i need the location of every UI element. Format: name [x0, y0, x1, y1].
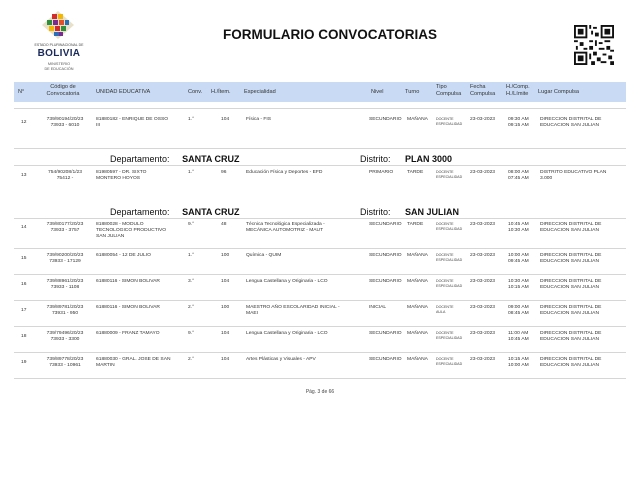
row-separator: [14, 274, 626, 275]
ministry-logo: [30, 10, 88, 78]
cell-hora-line: 09:45 AM: [508, 259, 529, 264]
cell-lugar: [540, 357, 630, 369]
cell-hora-line: 08:00 AM: [508, 170, 529, 175]
cell-turno: MAÑANA: [407, 331, 428, 336]
cell-codigo-line: 73933 - 10961: [49, 363, 81, 368]
cell-esp-line: Lengua Castellana y Originaria - LCO: [246, 279, 328, 284]
cell-nivel: SECUNDARIO: [369, 117, 402, 122]
cell-esp-line: Química - QUIM: [246, 253, 282, 258]
cell-hora: [508, 305, 538, 317]
cell-codigo-line: 73933 - 17129: [49, 259, 81, 264]
cell-lugar-line: EDUCACION SAN JULIAN: [540, 123, 599, 128]
table-header: [14, 82, 626, 102]
cell-esp-line: MAESTRO AÑO ESCOLARIDAD INICIAL -: [246, 305, 340, 310]
cell-h: 96: [221, 170, 227, 175]
cell-conv: 2.°: [188, 305, 195, 310]
col-hitem: H./Ítem.: [211, 89, 231, 95]
cell-lugar: [540, 305, 630, 317]
cell-conv: 1.°: [188, 170, 195, 175]
row-separator: [14, 378, 626, 379]
departamento-label: Departamento:: [110, 207, 170, 217]
cell-tipo-line: DOCENTE: [436, 331, 454, 335]
cell-lugar-line: DIRECCION DISTRITAL DE: [540, 253, 602, 258]
col-nivel: Nivel: [371, 89, 384, 95]
cell-tipo-line: ESPECIALIDAD: [436, 227, 463, 231]
row-separator: [14, 300, 626, 301]
cell-codigo: [45, 279, 85, 291]
cell-lugar-line: DISTRITO EDUCATIVO PLAN: [540, 170, 607, 175]
cell-tipo-line: ESPECIALIDAD: [436, 336, 463, 340]
cell-lugar: [540, 117, 630, 129]
row-separator: [14, 248, 626, 249]
distrito-label: Distrito:: [360, 154, 391, 164]
cell-nivel: INICIAL: [369, 305, 387, 310]
cell-conv: 9.°: [188, 222, 195, 227]
cell-conv: 3.°: [188, 279, 195, 284]
cell-codigo-line: 75412 -: [56, 176, 74, 181]
cell-tipo-line: DOCENTE: [436, 305, 454, 309]
cell-h: 104: [221, 331, 230, 336]
cell-hora: [508, 253, 538, 265]
cell-tipo: [436, 357, 466, 367]
row-separator: [14, 218, 626, 219]
cell-tipo: [436, 253, 466, 263]
cell-fecha: 23-03-2023: [470, 331, 496, 336]
cell-hora-line: 10:45 AM: [508, 222, 529, 227]
cell-unidad-line: III: [96, 123, 101, 128]
cell-fecha: 23-03-2023: [470, 222, 496, 227]
cell-h: 100: [221, 305, 230, 310]
cell-esp: [246, 222, 364, 234]
cell-fecha: 23-03-2023: [470, 279, 496, 284]
cell-lugar-line: DIRECCION DISTRITAL DE: [540, 117, 602, 122]
cell-lugar: [540, 170, 630, 182]
cell-unidad-line: 61880116 - SIMON BOLIVAR: [96, 305, 160, 310]
cell-codigo: [45, 305, 85, 317]
cell-codigo: [45, 170, 85, 182]
cell-codigo: [45, 331, 85, 343]
cell-codigo-line: 739/89781/20/23: [46, 305, 84, 310]
logo-ministry-line-2: DE EDUCACIÓN: [44, 66, 74, 71]
cell-turno: TARDE: [407, 222, 424, 227]
cell-codigo-line: 739/79496/20/23: [46, 331, 84, 336]
col-codigo-line-1: Código de: [50, 84, 76, 90]
cell-n: 15: [21, 256, 27, 261]
cell-esp-line: Educación Física y Deportes - EFD: [246, 170, 323, 175]
row-separator: [14, 108, 626, 109]
cell-unidad-line: MARTIN: [96, 363, 115, 368]
cell-tipo: [436, 279, 466, 289]
cell-lugar-line: EDUCACION SAN JULIAN: [540, 228, 599, 233]
row-separator: [14, 148, 626, 149]
cell-lugar-line: DIRECCION DISTRITAL DE: [540, 222, 602, 227]
cell-turno: MAÑANA: [407, 117, 428, 122]
cell-unidad-line: 81880182 - ENRIQUE DE OSSO: [96, 117, 169, 122]
cell-hora: [508, 279, 538, 291]
cell-codigo: [45, 253, 85, 265]
cell-hora-line: 10:15 AM: [508, 285, 529, 290]
col-fecha-line-1: Fecha: [470, 84, 486, 90]
cell-n: 18: [21, 334, 27, 339]
cell-lugar-line: DIRECCION DISTRITAL DE: [540, 279, 602, 284]
cell-lugar-line: DIRECCION DISTRITAL DE: [540, 357, 602, 362]
col-lugar: Lugar Compulsa: [538, 89, 580, 95]
cell-h: 104: [221, 357, 230, 362]
cell-hora-line: 10:30 AM: [508, 279, 529, 284]
page-title: FORMULARIO CONVOCATORIAS: [223, 27, 437, 42]
col-fecha-line-2: Compulsa: [470, 90, 496, 97]
cell-tipo: [436, 305, 466, 315]
cell-tipo-line: ESPECIALIDAD: [436, 122, 463, 126]
cell-nivel: SECUNDARIO: [369, 279, 402, 284]
cell-hora: [508, 331, 538, 343]
logo-state-text: ESTADO PLURINACIONAL DE: [34, 43, 84, 47]
cell-esp: [246, 331, 364, 337]
cell-turno: MAÑANA: [407, 305, 428, 310]
cell-codigo-line: 73933 - 6010: [50, 123, 80, 128]
cell-tipo-line: DOCENTE: [436, 117, 454, 121]
cell-lugar-line: EDUCACION SAN JULIAN: [540, 311, 599, 316]
cell-tipo-line: DOCENTE: [436, 357, 454, 361]
col-hcomp: [506, 84, 530, 97]
cell-unidad-line: 81980597 - DR. SIXTO: [96, 170, 147, 175]
cell-h: 48: [221, 222, 227, 227]
cell-nivel: SECUNDARIO: [369, 357, 402, 362]
cell-nivel: SECUNDARIO: [369, 222, 402, 227]
cell-hora: [508, 117, 538, 129]
cell-lugar-line: 3.000: [540, 176, 553, 181]
cell-nivel: PRIMARIO: [369, 170, 394, 175]
cell-esp-line: Lengua Castellana y Originaria - LCO: [246, 331, 328, 336]
cell-codigo-line: 739/88961/20/23: [46, 279, 84, 284]
cell-hora-line: 09:30 AM: [508, 117, 529, 122]
cell-unidad-line: 81880028 - MODULO: [96, 222, 144, 227]
cell-hora-line: 08:45 AM: [508, 311, 529, 316]
cell-tipo: [436, 331, 466, 341]
distrito-label: Distrito:: [360, 207, 391, 217]
cell-conv: 2.°: [188, 357, 195, 362]
cell-hora: [508, 170, 538, 182]
cell-unidad: [96, 222, 178, 240]
cell-esp-line: MAEI: [246, 311, 258, 316]
section-heading: [110, 154, 240, 164]
cell-n: 12: [21, 120, 27, 125]
cell-h: 104: [221, 279, 230, 284]
cell-unidad-line: MONTERO HOYOS: [96, 176, 141, 181]
cell-esp-line: Física - FIS: [246, 117, 271, 122]
distrito-value: PLAN 3000: [405, 154, 453, 164]
cell-hora-line: 10:00 AM: [508, 253, 529, 258]
cell-codigo: [45, 117, 85, 129]
cell-lugar-line: EDUCACION SAN JULIAN: [540, 285, 599, 290]
row-separator: [14, 326, 626, 327]
cell-hora-line: 10:15 AM: [508, 357, 529, 362]
cell-n: 13: [21, 173, 27, 178]
page-number: Pág. 3 de 66: [305, 389, 335, 395]
cell-unidad-line: 61880116 - SIMON BOLIVAR: [96, 279, 160, 284]
cell-codigo: [45, 357, 85, 369]
cell-conv: 1.°: [188, 253, 195, 258]
cell-fecha: 23-03-2023: [470, 305, 496, 310]
cell-hora-line: 10:45 AM: [508, 337, 529, 342]
cell-tipo-line: ESPECIALIDAD: [436, 175, 463, 179]
col-codigo-line-2: Convocatoria: [46, 90, 80, 97]
cell-esp: [246, 357, 364, 363]
cell-n: 17: [21, 308, 27, 313]
cell-turno: MAÑANA: [407, 357, 428, 362]
cell-conv: 1.°: [188, 117, 195, 122]
cell-esp: [246, 253, 364, 259]
cell-tipo-line: AULA: [436, 310, 446, 314]
cell-lugar: [540, 222, 630, 234]
cell-tipo-line: DOCENTE: [436, 222, 454, 226]
row-separator: [14, 165, 626, 166]
cell-n: 14: [21, 225, 27, 230]
cell-unidad: [96, 331, 178, 337]
cell-codigo-line: 739/80177/20/23: [46, 222, 84, 227]
col-especialidad: Especialidad: [244, 89, 276, 95]
cell-lugar-line: DIRECCION DISTRITAL DE: [540, 305, 602, 310]
cell-hora: [508, 222, 538, 234]
cell-unidad-line: 61880054 - 12 DE JULIO: [96, 253, 151, 258]
bolivia-emblem-icon: [40, 10, 76, 40]
cell-codigo-line: 73931 - 950: [51, 311, 79, 316]
logo-country-text: BOLIVIA: [37, 48, 81, 59]
cell-tipo: [436, 117, 466, 127]
col-fecha: [470, 84, 495, 97]
cell-hora-line: 11:00 AM: [508, 331, 529, 336]
cell-hora-line: 09:15 AM: [508, 123, 529, 128]
cell-unidad-line: 61880009 - FRANZ TAMAYO: [96, 331, 160, 336]
cell-unidad-line: 61880030 - GRAL. JOSE DE SAN: [96, 357, 171, 362]
cell-esp-line: MECÁNICA AUTOMOTRIZ - MAUT: [246, 228, 324, 233]
cell-lugar-line: EDUCACION SAN JULIAN: [540, 259, 599, 264]
cell-tipo: [436, 170, 466, 180]
cell-fecha: 23-03-2023: [470, 357, 496, 362]
cell-unidad-line: TECNOLOGICO PRODUCTIVO: [96, 228, 167, 233]
cell-hora-line: 07:45 AM: [508, 176, 529, 181]
col-num: N°: [18, 89, 25, 95]
cell-turno: TARDE: [407, 170, 424, 175]
col-tipo: [436, 84, 461, 97]
col-hcomp-line-2: H./Límite: [506, 90, 529, 97]
cell-unidad: [96, 357, 178, 369]
cell-lugar-line: DIRECCION DISTRITAL DE: [540, 331, 602, 336]
cell-nivel: SECUNDARIO: [369, 331, 402, 336]
col-unidad: UNIDAD EDUCATIVA: [96, 89, 151, 95]
cell-tipo-line: ESPECIALIDAD: [436, 284, 463, 288]
cell-codigo-line: 73933 - 3300: [50, 337, 80, 342]
cell-esp-line: Técnica Tecnológica Especializada -: [246, 222, 325, 227]
cell-unidad: [96, 279, 178, 285]
section-heading: [360, 154, 452, 164]
row-separator: [14, 352, 626, 353]
col-hcomp-line-1: H./Comp.: [506, 84, 530, 90]
cell-n: 19: [21, 360, 27, 365]
cell-tipo-line: ESPECIALIDAD: [436, 362, 463, 366]
cell-h: 100: [221, 253, 230, 258]
cell-unidad: [96, 117, 178, 129]
col-codigo: [46, 84, 80, 97]
cell-unidad-line: SAN JULIAN: [96, 234, 125, 239]
departamento-label: Departamento:: [110, 154, 170, 164]
cell-h: 104: [221, 117, 230, 122]
cell-unidad: [96, 305, 178, 311]
cell-fecha: 23-03-2023: [470, 253, 496, 258]
cell-esp-line: Artes Plásticas y Visuales - APV: [246, 357, 316, 362]
cell-unidad: [96, 170, 178, 182]
cell-codigo: [45, 222, 85, 234]
cell-tipo-line: DOCENTE: [436, 279, 454, 283]
cell-lugar-line: EDUCACION SAN JULIAN: [540, 337, 599, 342]
cell-hora-line: 10:00 AM: [508, 363, 529, 368]
section-heading: [110, 207, 240, 217]
distrito-value: SAN JULIAN: [405, 207, 460, 217]
departamento-value: SANTA CRUZ: [182, 154, 240, 164]
cell-esp: [246, 170, 364, 176]
cell-codigo-line: 73933 - 1108: [50, 285, 80, 290]
departamento-value: SANTA CRUZ: [182, 207, 240, 217]
cell-fecha: 23-03-2023: [470, 170, 496, 175]
cell-lugar: [540, 253, 630, 265]
col-tipo-line-2: Compulsa: [436, 90, 462, 97]
cell-tipo-line: DOCENTE: [436, 170, 454, 174]
cell-esp: [246, 279, 364, 285]
cell-codigo-line: 739/90200/20/23: [46, 253, 84, 258]
cell-tipo-line: DOCENTE: [436, 253, 454, 257]
cell-tipo: [436, 222, 466, 232]
cell-hora-line: 10:30 AM: [508, 228, 529, 233]
cell-esp: [246, 117, 364, 123]
cell-lugar: [540, 331, 630, 343]
cell-hora: [508, 357, 538, 369]
col-tipo-line-1: Tipo: [436, 84, 447, 90]
cell-lugar-line: EDUCACION SAN JULIAN: [540, 363, 599, 368]
cell-n: 16: [21, 282, 27, 287]
cell-codigo-line: 73933 - 3757: [50, 228, 80, 233]
section-heading: [360, 207, 459, 217]
col-conv: Conv.: [188, 89, 203, 95]
cell-esp: [246, 305, 364, 317]
cell-codigo-line: 739/90194/20/23: [46, 117, 84, 122]
cell-lugar: [540, 279, 630, 291]
cell-turno: MAÑANA: [407, 253, 428, 258]
cell-codigo-line: 754/90208/1/23: [48, 170, 82, 175]
cell-unidad: [96, 253, 178, 259]
cell-hora-line: 09:00 AM: [508, 305, 529, 310]
cell-conv: 9.°: [188, 331, 195, 336]
col-turno: Turno: [405, 89, 420, 95]
cell-codigo-line: 739/89778/20/23: [46, 357, 84, 362]
qr-code-icon: [574, 25, 614, 65]
logo-ministry-text: [30, 62, 88, 71]
cell-turno: MAÑANA: [407, 279, 428, 284]
cell-tipo-line: ESPECIALIDAD: [436, 258, 463, 262]
cell-nivel: SECUNDARIO: [369, 253, 402, 258]
logo-ministry-line-1: MINISTERIO: [47, 62, 71, 66]
cell-fecha: 23-03-2023: [470, 117, 496, 122]
